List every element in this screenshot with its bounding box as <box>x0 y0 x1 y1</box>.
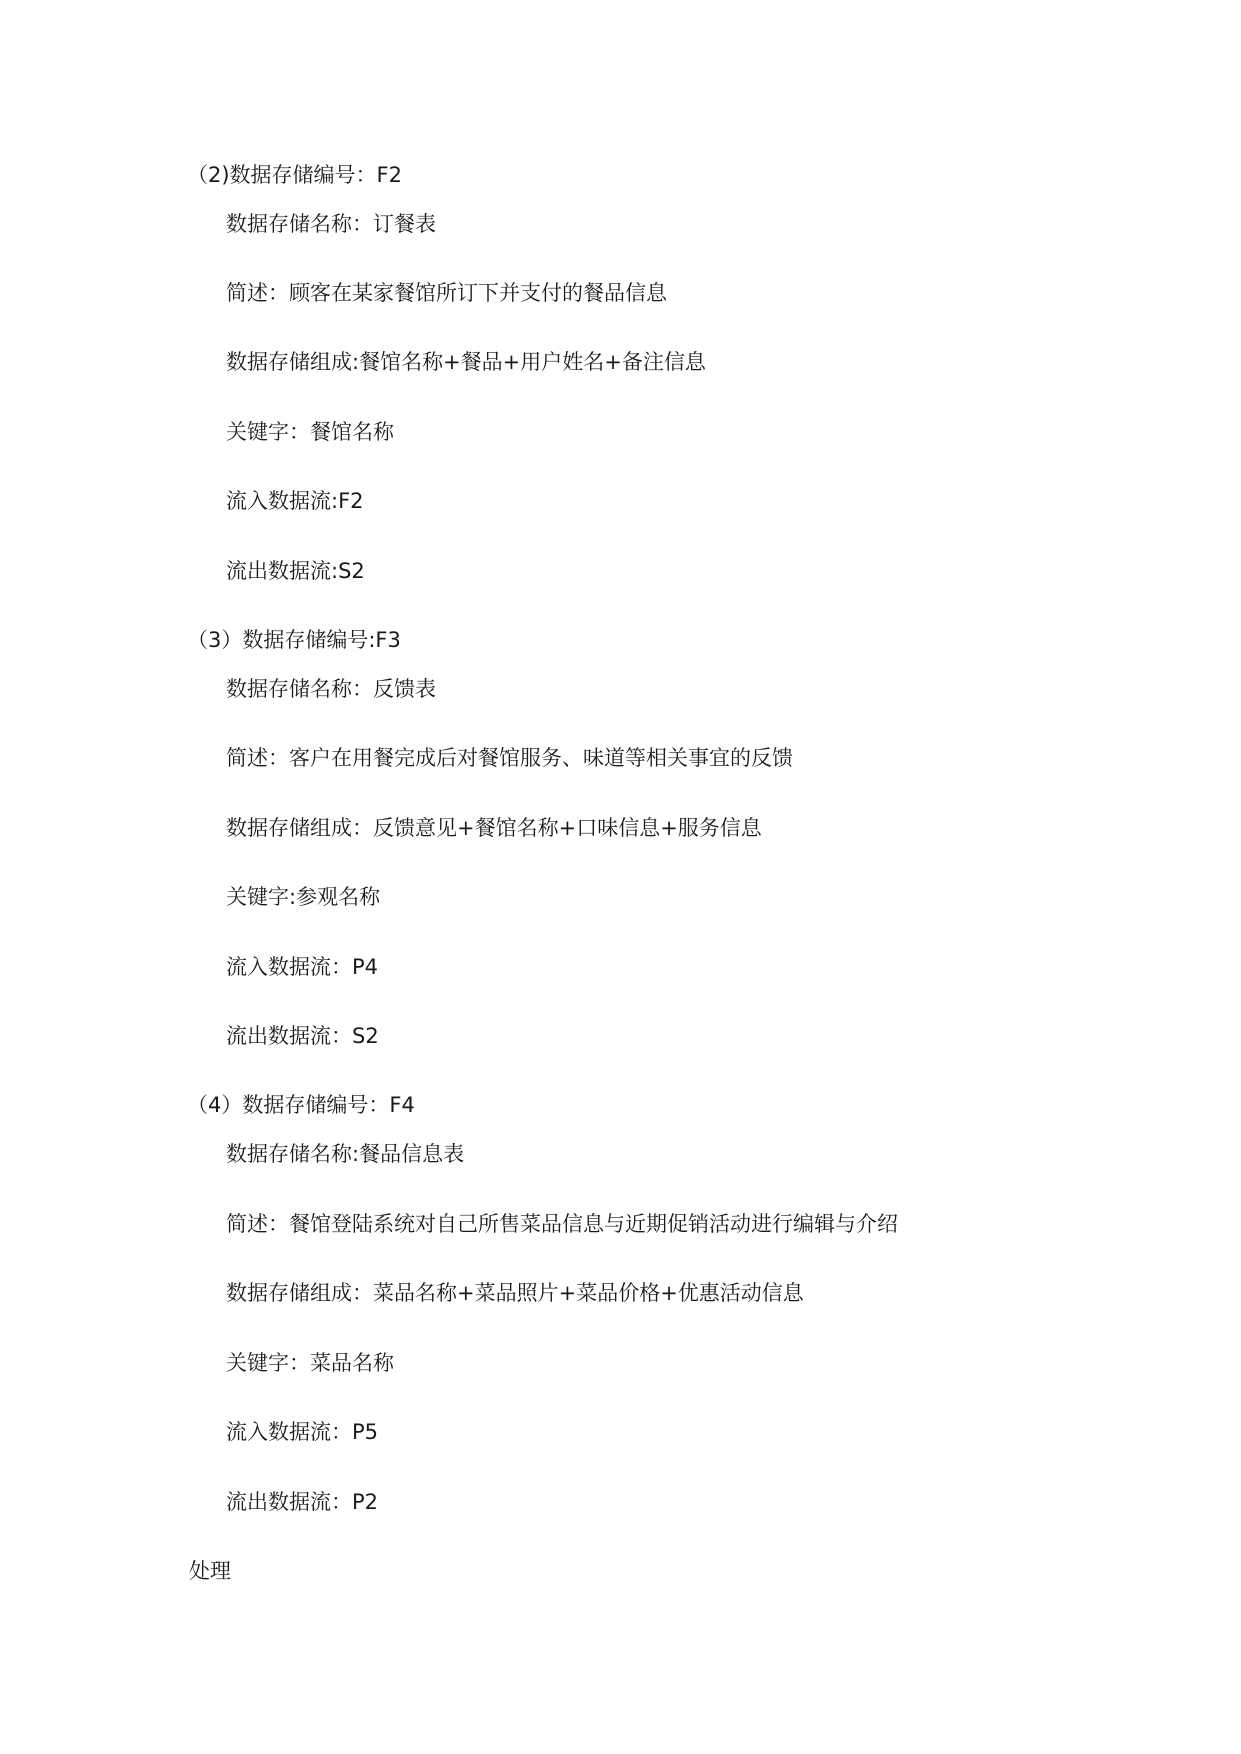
section-heading-f3: （3）数据存储编号:F3 <box>187 628 401 652</box>
inflow-f3: 流入数据流：P4 <box>226 955 379 979</box>
store-name-f3: 数据存储名称：反馈表 <box>226 677 436 701</box>
composition-f3: 数据存储组成：反馈意见+餐馆名称+口味信息+服务信息 <box>226 816 762 840</box>
inflow-f2: 流入数据流:F2 <box>226 489 364 513</box>
outflow-f4: 流出数据流：P2 <box>226 1490 379 1514</box>
store-name-f2: 数据存储名称：订餐表 <box>226 212 436 236</box>
keyword-f4: 关键字：菜品名称 <box>226 1351 394 1375</box>
store-name-f4: 数据存储名称:餐品信息表 <box>226 1142 465 1166</box>
inflow-f4: 流入数据流：P5 <box>226 1420 379 1444</box>
description-f2: 简述：顾客在某家餐馆所订下并支付的餐品信息 <box>226 281 667 305</box>
keyword-f3: 关键字:参观名称 <box>226 885 381 909</box>
keyword-f2: 关键字：餐馆名称 <box>226 420 394 444</box>
outflow-f2: 流出数据流:S2 <box>226 559 365 583</box>
section-heading-f2: （2)数据存储编号：F2 <box>187 163 402 187</box>
composition-f2: 数据存储组成:餐馆名称+餐品+用户姓名+备注信息 <box>226 350 706 374</box>
processing-heading: 处理 <box>189 1559 231 1583</box>
description-f4: 简述：餐馆登陆系统对自己所售菜品信息与近期促销活动进行编辑与介绍 <box>226 1212 898 1236</box>
section-heading-f4: （4）数据存储编号：F4 <box>187 1093 415 1117</box>
composition-f4: 数据存储组成：菜品名称+菜品照片+菜品价格+优惠活动信息 <box>226 1281 804 1305</box>
outflow-f3: 流出数据流：S2 <box>226 1024 379 1048</box>
description-f3: 简述：客户在用餐完成后对餐馆服务、味道等相关事宜的反馈 <box>226 746 793 770</box>
